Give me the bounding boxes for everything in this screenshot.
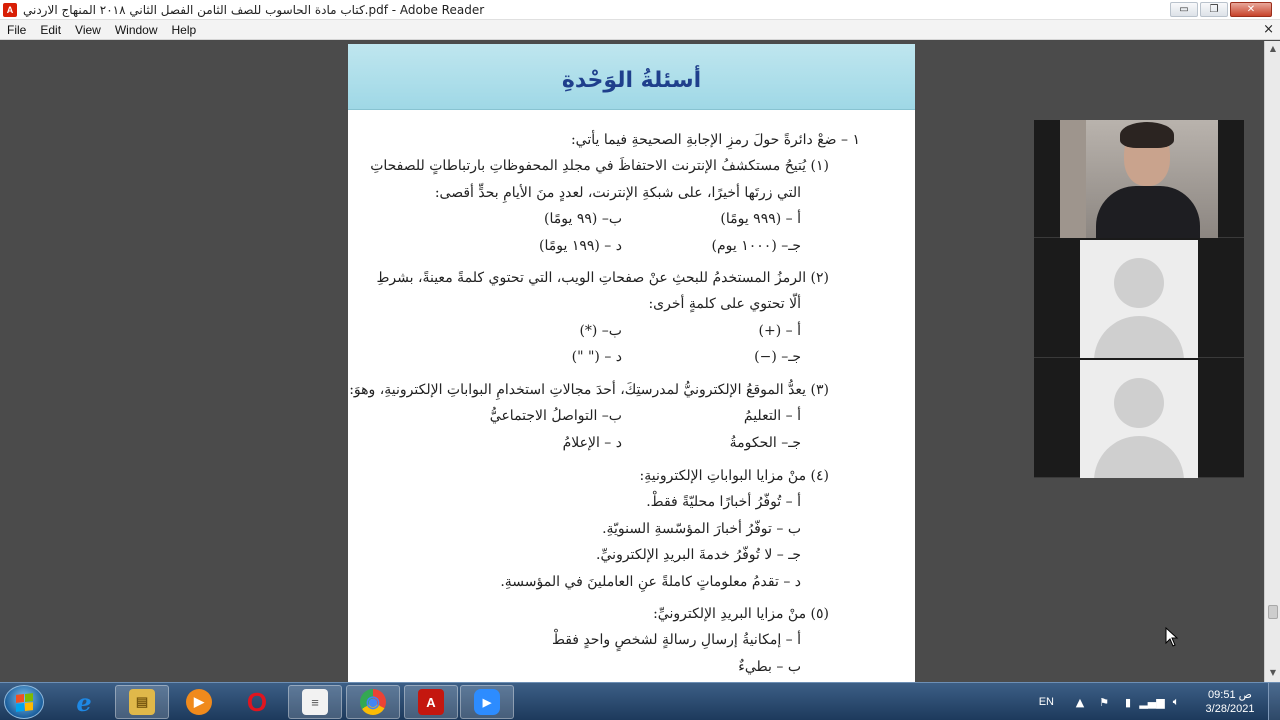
taskbar-file-explorer[interactable] [115,685,169,719]
vertical-scrollbar[interactable] [1264,41,1280,682]
participant-camera-feed [1060,120,1218,238]
q2-option-c: جـ– (−) [754,349,801,365]
q1-option-a: أ – (٩٩٩ يومًا) [720,211,801,227]
adobe-reader-icon: A [418,689,444,715]
taskbar-notepad[interactable] [288,685,342,719]
page-title: أسئلةُ الوَحْدةِ [561,68,702,93]
action-center-flag-icon[interactable]: ⚑ [1099,695,1109,709]
show-desktop-button[interactable] [1268,683,1280,720]
taskbar-chrome[interactable] [346,685,400,719]
battery-icon[interactable]: ▮ [1124,695,1132,709]
question-4: (٤) منْ مزايا البواباتِ الإلكترونيةِ: [639,468,829,484]
q4-option-d: د – تقدمُ معلوماتٍ كاملةً عنِ العاملينَ في المؤسسةِ. [500,574,801,590]
system-tray [1039,683,1280,720]
minimize-button[interactable]: ▭ [1170,2,1198,17]
notepad-icon: ≡ [302,689,328,715]
internet-explorer-icon: e [76,687,92,717]
q2-option-d: د – (" ") [571,349,622,365]
question-5: (٥) منْ مزايا البريدِ الإلكترونيِّ: [653,606,829,622]
window-title: كتاب مادة الحاسوب للصف الثامن الفصل الثاني ٢٠١٨ المنهاج الاردني.pdf - Adobe Reader [23,2,485,17]
q4-option-b: ب – توفّرُ أخبارَ المؤسّسةِ السنويّةِ. [602,521,801,537]
restore-button[interactable]: ❐ [1200,2,1228,17]
zoom-icon: ▶ [474,689,500,715]
question-1: (١) يُتيحُ مستكشفُ الإنترنت الاحتفاظَ في مجلدِ المحفوظاتِ بارتباطاتٍ للصفحاتِ [370,158,829,174]
title-bar [0,0,1280,20]
q2-option-a: أ – (+) [758,323,801,339]
question-2-cont: ألّا تحتوي على كلمةٍ أخرى: [648,296,801,312]
folder-icon: ▤ [129,689,155,715]
question-2: (٢) الرمزُ المستخدمُ للبحثِ عنْ صفحاتِ الويب، التي تحتوي كلمةً معينةً، بشرطِ [376,270,829,286]
q2-option-b: ب– (*) [579,323,622,339]
question-1-cont: التي زرتَها أخيرًا، على شبكةِ الإنترنت، لعددٍ منَ الأيامِ بحدٍّ أقصى: [434,185,801,201]
chrome-icon: ◉ [360,689,386,715]
media-player-icon: ▶ [186,689,212,715]
q3-option-b: ب– التواصلُ الاجتماعيُّ [489,408,622,424]
menu-bar [0,20,1280,40]
taskbar-zoom[interactable] [460,685,514,719]
q4-option-a: أ – تُوفّرُ أخبارًا محليّةً فقطْ. [646,494,801,510]
avatar-placeholder-icon [1080,240,1198,358]
participant-avatar-tile[interactable] [1034,240,1244,358]
document-close-icon[interactable]: × [1263,22,1274,37]
opera-icon: O [246,686,268,717]
menu-view[interactable]: View [75,22,101,37]
system-clock[interactable] [1192,688,1268,716]
adobe-reader-app-icon[interactable]: A [3,3,17,17]
language-indicator[interactable]: EN [1038,696,1054,708]
q3-option-c: جـ– الحكومةُ [729,435,801,451]
pdf-page [348,44,915,684]
participant-avatar-tile[interactable] [1034,360,1244,478]
question-3: (٣) يعدُّ الموقعُ الإلكترونيُّ لمدرستِكَ، أحدَ مجالاتِ استخدامِ البواباتِ الإلكترونيةِ، وهوَ: [349,382,829,398]
q1-option-b: ب– (٩٩ يومًا) [544,211,622,227]
q1-option-d: د – (١٩٩ يومًا) [539,238,622,254]
q1-option-c: جـ– (١٠٠٠ يوم) [711,238,801,254]
menu-file[interactable]: File [7,22,27,37]
taskbar-media-player[interactable] [172,685,226,719]
page-banner [348,44,915,110]
mouse-cursor-icon [1165,627,1179,647]
q4-option-c: جـ – لا تُوفّرُ خدمةَ البريدِ الإلكترونيِّ. [596,547,801,563]
q3-option-a: أ – التعليمُ [743,408,801,424]
network-signal-icon[interactable]: ▂▄▆ [1139,695,1165,709]
participant-video-tile[interactable] [1034,120,1244,238]
clock-date: 3/28/2021 [1205,703,1255,715]
window-controls [1170,2,1272,17]
taskbar-opera[interactable] [230,685,284,719]
menu-edit[interactable]: Edit [40,22,62,37]
taskbar-internet-explorer[interactable] [57,685,111,719]
clock-time: 09:51 ص [1208,689,1252,701]
taskbar-adobe-reader[interactable] [404,685,458,719]
avatar-placeholder-icon [1080,360,1198,478]
q5-option-b: ب – بطيءٌ [738,659,801,675]
taskbar [0,682,1280,720]
show-hidden-icons-icon[interactable]: ▲ [1075,695,1085,709]
q3-option-d: د – الإعلامُ [562,435,622,451]
close-button[interactable]: ✕ [1230,2,1272,17]
video-call-panel [1034,120,1244,478]
volume-icon[interactable]: 🔈︎ [1172,695,1180,708]
scroll-up-icon[interactable]: ▲ [1269,44,1277,53]
question-intro: ١ – ضعْ دائرةً حولَ رمزِ الإجابةِ الصحيحةِ فيما يأتي: [570,132,860,148]
windows-logo-icon [16,693,33,712]
menu-help[interactable]: Help [171,22,197,37]
start-button[interactable] [4,685,44,719]
scroll-thumb[interactable] [1268,605,1278,619]
scroll-down-icon[interactable]: ▼ [1269,668,1277,677]
q5-option-a: أ – إمكانيةُ إرسالِ رسالةٍ لشخصٍ واحدٍ فقطْ [551,632,801,648]
menu-window[interactable]: Window [114,22,158,37]
